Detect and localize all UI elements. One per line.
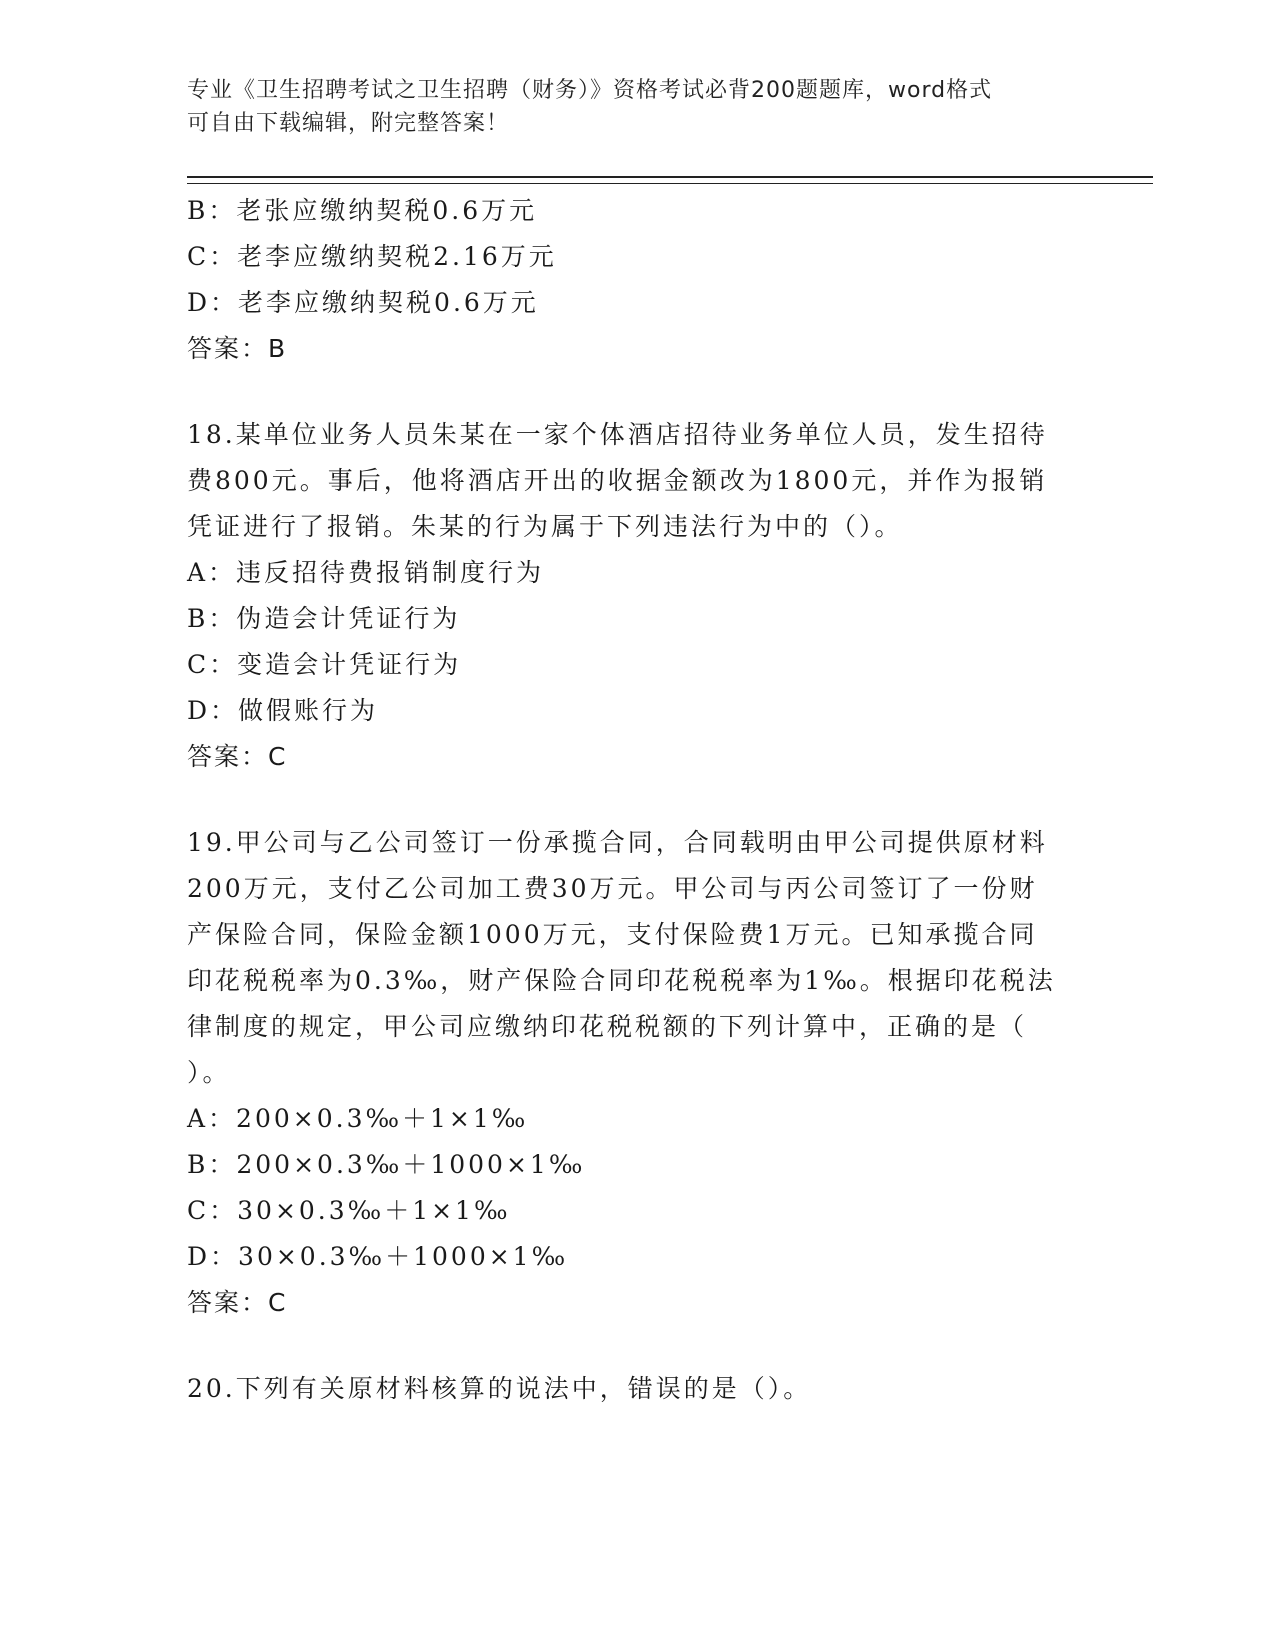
document-header: [187, 74, 1067, 140]
question-stem-line: 凭证进行了报销。朱某的行为属于下列违法行为中的（）。: [187, 512, 903, 541]
question-stem-line: 200万元，支付乙公司加工费30万元。甲公司与丙公司签订了一份财: [187, 874, 1038, 903]
spacer: [187, 1326, 1077, 1366]
option-a: A：违反招待费报销制度行为: [187, 558, 545, 587]
document-body: [187, 188, 1077, 1412]
option-a: A：200×0.3‰＋1×1‰: [187, 1104, 529, 1133]
option-c: C：老李应缴纳契税2.16万元: [187, 242, 557, 271]
question-20: [187, 1366, 1077, 1412]
question-stem-line: 产保险合同，保险金额1000万元，支付保险费1万元。已知承揽合同: [187, 920, 1038, 949]
option-b: B：200×0.3‰＋1000×1‰: [187, 1150, 586, 1179]
question-18: [187, 412, 1077, 780]
question-19: [187, 820, 1077, 1326]
spacer: [187, 372, 1077, 412]
question-stem-line: ）。: [187, 1058, 231, 1087]
option-d: D：做假账行为: [187, 696, 379, 725]
answer: 答案：B: [187, 334, 288, 363]
question-stem-line: 18.某单位业务人员朱某在一家个体酒店招待业务单位人员，发生招待: [187, 420, 1048, 449]
option-b: B：伪造会计凭证行为: [187, 604, 461, 633]
question-stem-line: 19.甲公司与乙公司签订一份承揽合同，合同载明由甲公司提供原材料: [187, 828, 1048, 857]
answer: 答案：C: [187, 1288, 288, 1317]
question-stem-line: 律制度的规定，甲公司应缴纳印花税税额的下列计算中，正确的是（: [187, 1012, 1028, 1041]
header-line-2: 可自由下载编辑，附完整答案！: [187, 111, 510, 136]
option-c: C：变造会计凭证行为: [187, 650, 462, 679]
option-b: B：老张应缴纳契税0.6万元: [187, 196, 538, 225]
option-d: D：老李应缴纳契税0.6万元: [187, 288, 539, 317]
answer: 答案：C: [187, 742, 288, 771]
question-stem-line: 印花税税率为0.3‰，财产保险合同印花税税率为1‰。根据印花税法: [187, 966, 1056, 995]
question-17: [187, 188, 1077, 372]
header-line-1: 专业《卫生招聘考试之卫生招聘（财务）》资格考试必背200题题库，word格式: [187, 78, 993, 103]
header-divider: [187, 176, 1153, 184]
question-stem-line: 20.下列有关原材料核算的说法中，错误的是（）。: [187, 1374, 812, 1403]
spacer: [187, 780, 1077, 820]
option-d: D：30×0.3‰＋1000×1‰: [187, 1242, 569, 1271]
question-stem-line: 费800元。事后，他将酒店开出的收据金额改为1800元，并作为报销: [187, 466, 1048, 495]
option-c: C：30×0.3‰＋1×1‰: [187, 1196, 511, 1225]
